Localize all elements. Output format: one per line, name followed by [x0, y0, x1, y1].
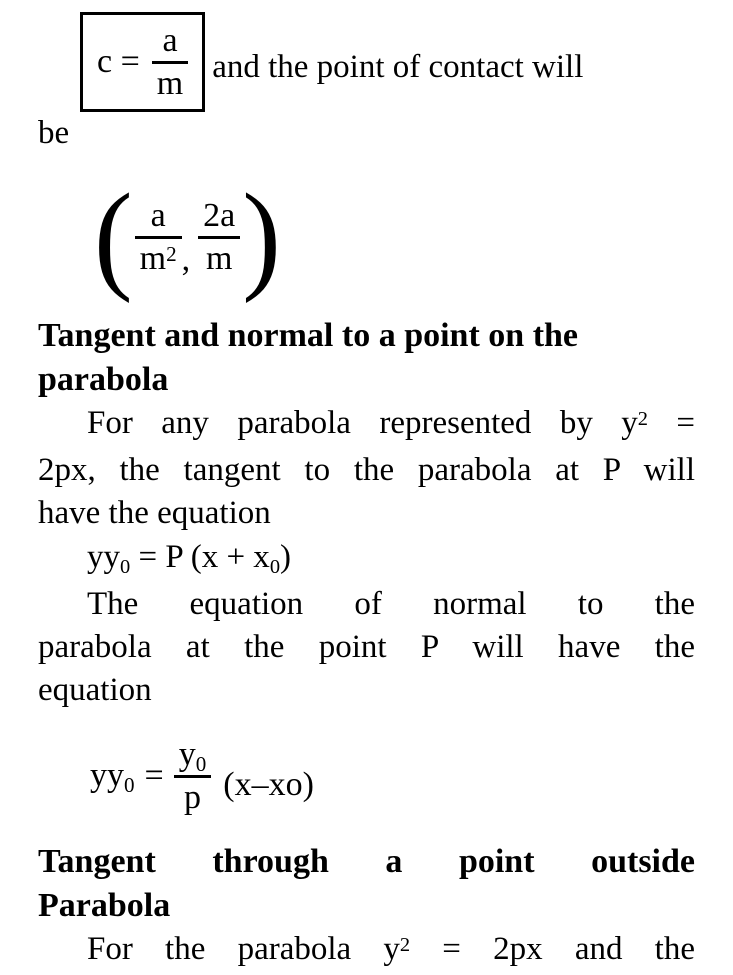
para2-line1: The equation of normal to the [87, 586, 695, 622]
para2-line2: parabola at the point P will have the [38, 629, 695, 665]
tangent-equation: yy0 = P (x + x0) [87, 539, 292, 578]
para3-line1: For the parabola $y^2 = 2px$ and the [87, 931, 695, 967]
section-heading-tangent-outside-line1: Tangent through a point outside [38, 843, 695, 880]
open-paren: ( [94, 169, 133, 305]
subscript: 0 [120, 555, 131, 578]
intro-row [38, 12, 695, 112]
close-paren: ) [242, 169, 281, 305]
fraction-denominator: $m^2$ [139, 239, 177, 277]
subscript: 0 [124, 772, 135, 797]
para1-line1: For any parabola represented by $y^2$ = [87, 405, 695, 441]
fraction-numerator: 2a [203, 197, 236, 235]
fraction-numerator: y0 [178, 736, 207, 777]
fraction-y0-over-p [174, 735, 212, 816]
point-of-contact-tuple [94, 169, 695, 305]
normal-equation [90, 728, 695, 824]
para1-line3: have the equation [38, 495, 271, 531]
fraction-denominator: p [184, 778, 201, 816]
equals-sign: = [144, 757, 164, 794]
formula-lhs: c = [97, 43, 140, 80]
section-heading-tangent-normal-line2: parabola [38, 361, 169, 398]
equation-lhs: yy0 [90, 757, 135, 797]
subscript: 0 [195, 752, 207, 777]
fraction-2a-over-m [198, 196, 240, 277]
after-box-text: and the point of contact will [212, 48, 584, 85]
fraction-numerator: a [162, 22, 178, 60]
section-heading-tangent-normal-line1: Tangent and normal to a point on the [38, 317, 579, 354]
tuple-comma: , [181, 241, 191, 278]
wrapped-word-be: be [38, 115, 70, 151]
para1-line2: 2px, the tangent to the parabola at P will [38, 452, 695, 488]
boxed-formula-c-equals-a-over-m [80, 12, 205, 112]
fraction-a-over-m-squared [135, 196, 182, 277]
exponent: 2 [166, 241, 177, 266]
document-page [0, 12, 733, 975]
fraction-denominator: m [156, 64, 184, 102]
fraction-numerator: a [150, 197, 166, 235]
section-heading-tangent-outside-line2: Parabola [38, 887, 171, 924]
equation-tail: (x–xo) [223, 766, 314, 803]
subscript: 0 [269, 555, 281, 578]
exponent: 2 [637, 408, 648, 431]
para2-line3: equation [38, 672, 152, 708]
exponent: 2 [399, 934, 411, 957]
fraction-a-over-m [152, 21, 188, 102]
fraction-denominator: m [205, 239, 233, 277]
